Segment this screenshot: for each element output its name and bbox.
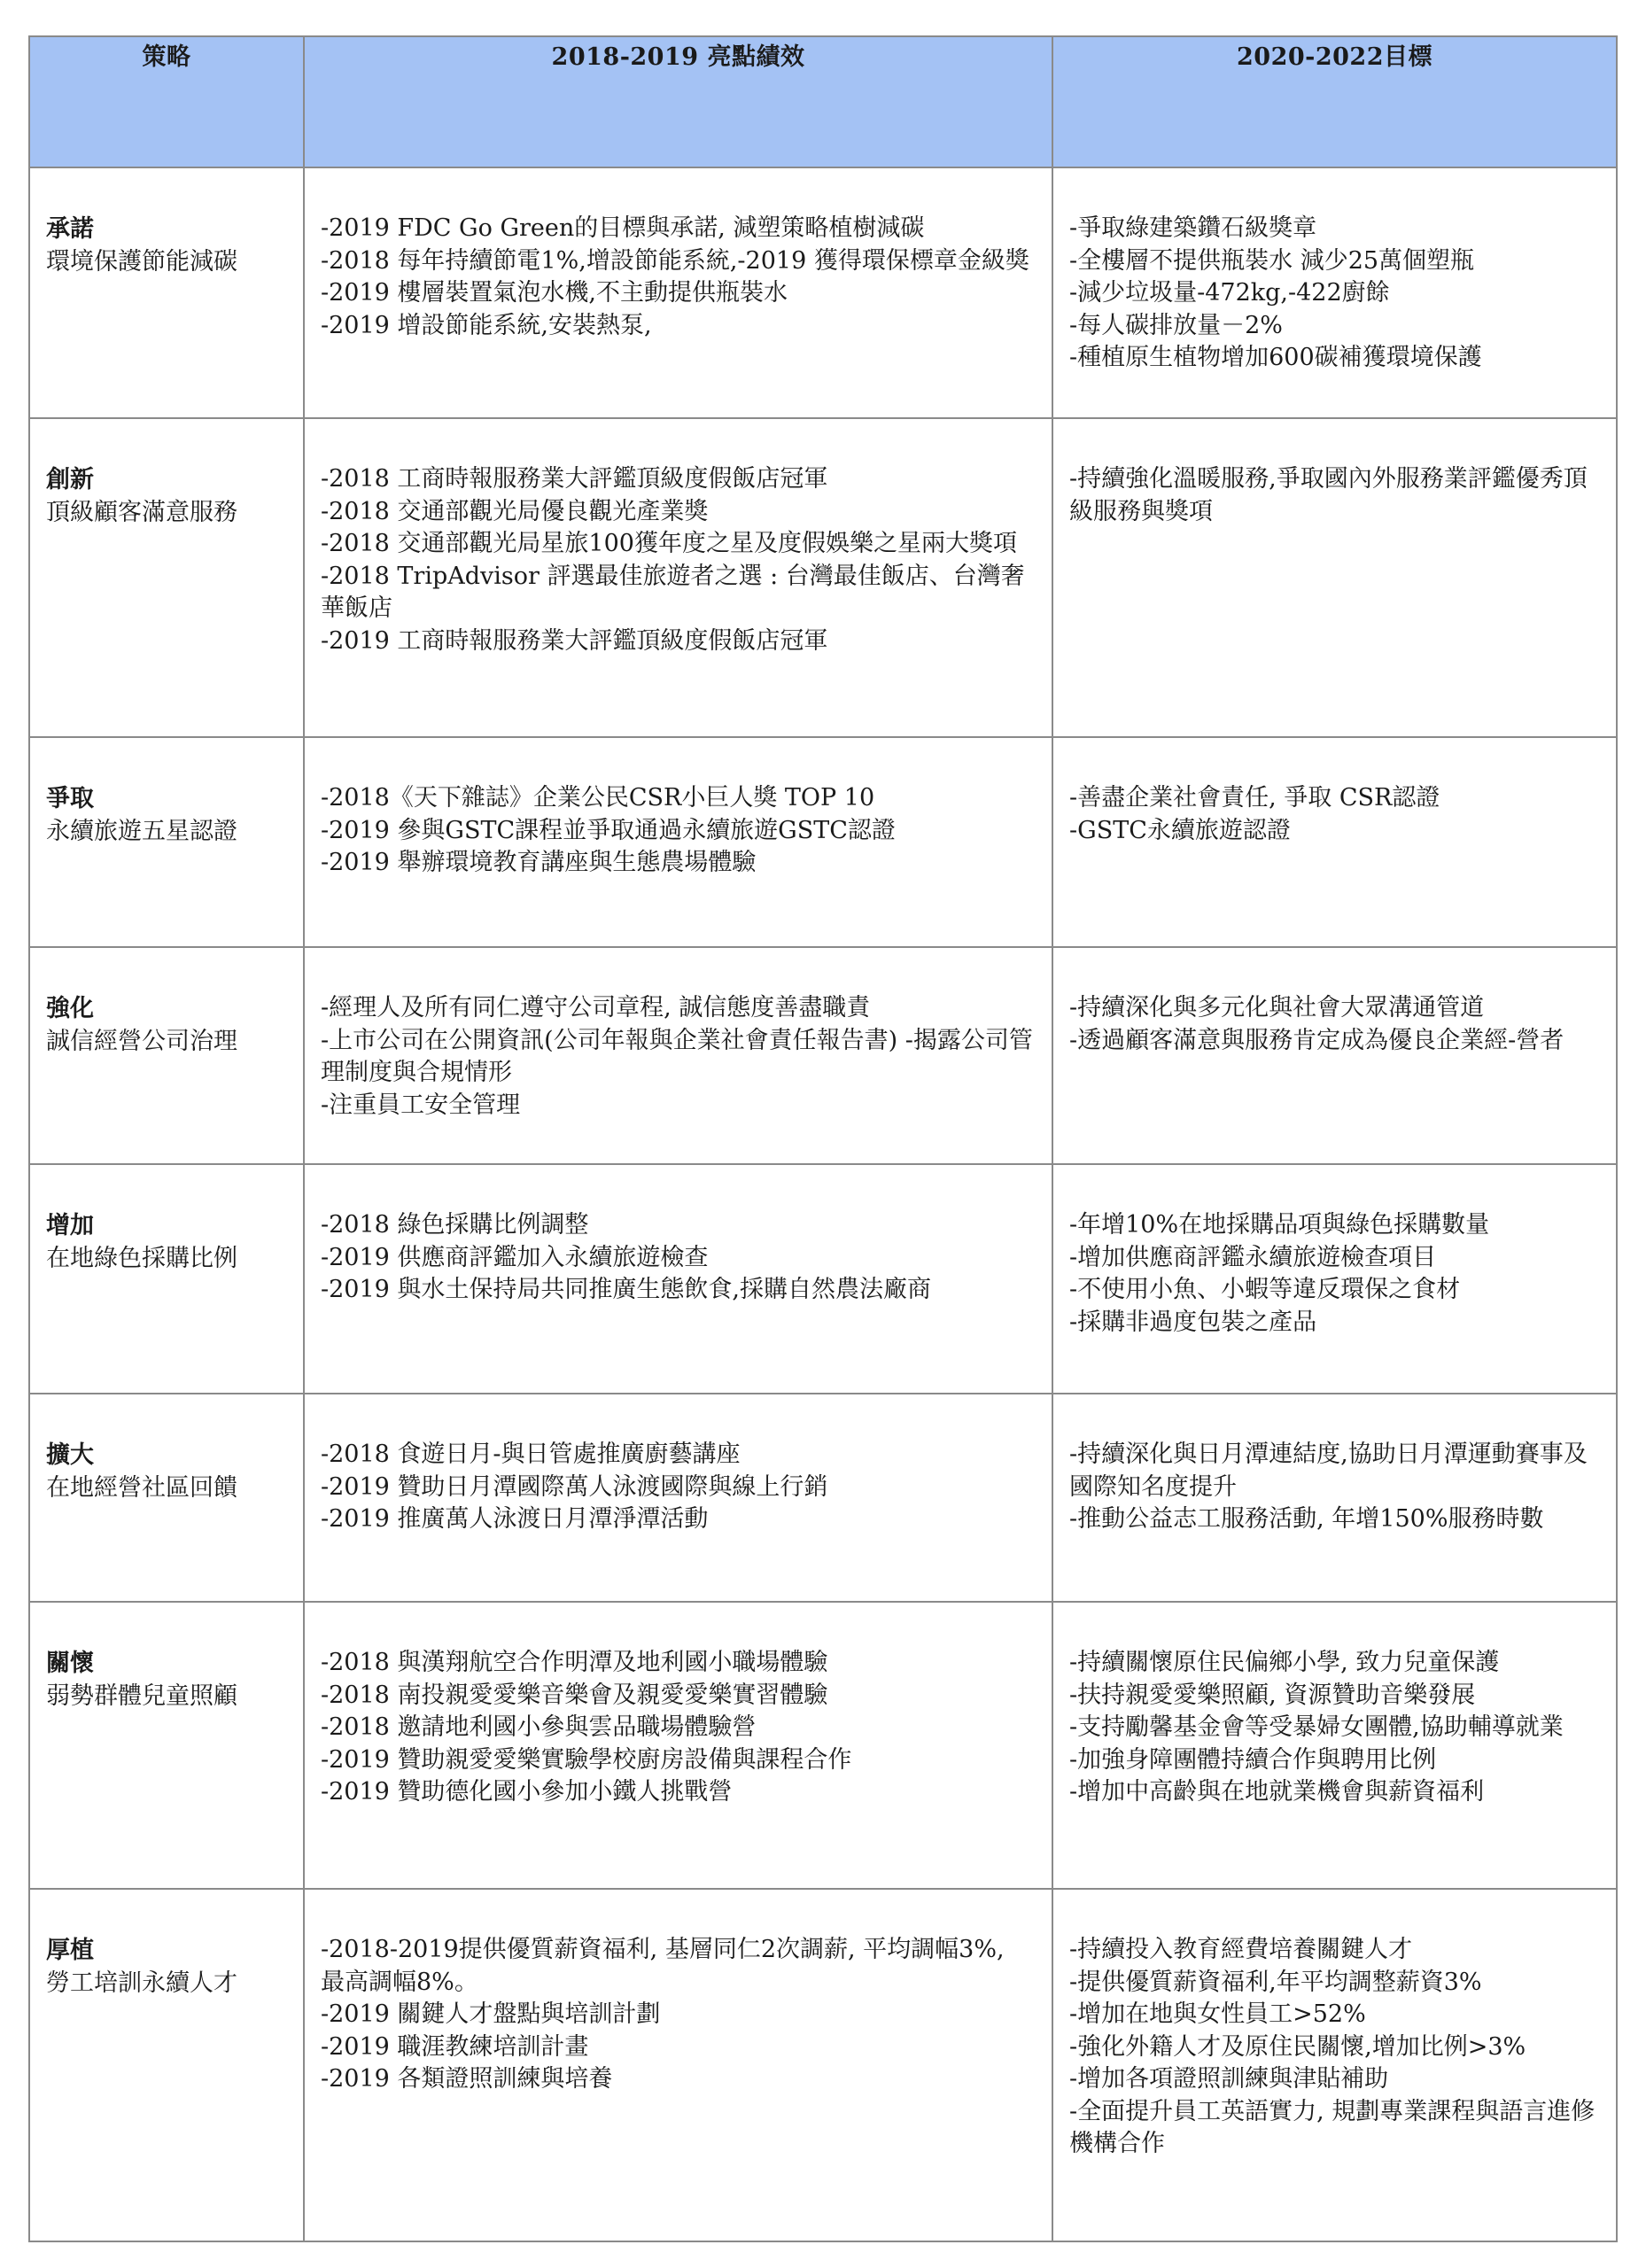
strategy-title: 承諾 [46, 215, 94, 243]
highlights-cell [304, 167, 1052, 418]
targets-cell [1052, 947, 1617, 1164]
highlight-item: -2019 各類證照訓練與培養 [321, 2065, 613, 2093]
targets-cell [1052, 1889, 1617, 2241]
highlights-cell [304, 1602, 1052, 1889]
highlights-cell [304, 947, 1052, 1164]
strategy-title: 增加 [46, 1212, 94, 1239]
target-item: -推動公益志工服務活動, 年增150%服務時數 [1069, 1505, 1544, 1533]
target-item: -增加各項證照訓練與津貼補助 [1069, 2065, 1389, 2093]
target-item: -爭取綠建築鑽石級獎章 [1069, 214, 1317, 242]
target-item: -持續深化與日月潭連結度,協助日月潭運動賽事及國際知名度提升 [1069, 1441, 1588, 1501]
highlights-cell [304, 737, 1052, 947]
strategy-cell [29, 418, 304, 737]
highlight-item: -2018 與漢翔航空合作明潭及地利國小職場體驗 [321, 1649, 828, 1676]
table-row [29, 1889, 1617, 2241]
targets-cell [1052, 1164, 1617, 1394]
highlight-item: -2018 南投親愛愛樂音樂會及親愛愛樂實習體驗 [321, 1681, 828, 1709]
highlight-item: -2018 交通部觀光局星旅100獲年度之星及度假娛樂之星兩大獎項 [321, 530, 1017, 557]
highlight-item: -2019 推廣萬人泳渡日月潭淨潭活動 [321, 1505, 709, 1533]
target-item: -種植原生植物增加600碳補獲環境保護 [1069, 344, 1482, 371]
strategy-subtitle: 弱勢群體兒童照顧 [46, 1682, 237, 1710]
highlights-cell [304, 418, 1052, 737]
highlight-item: -2018 交通部觀光局優良觀光產業獎 [321, 497, 709, 525]
target-item: -全樓層不提供瓶裝水 減少25萬個塑瓶 [1069, 246, 1475, 275]
highlight-item: -2019 贊助親愛愛樂實驗學校廚房設備與課程合作 [321, 1745, 852, 1774]
highlight-item: -2018-2019提供優質薪資福利, 基層同仁2次調薪, 平均調幅3%, 最高調幅8%。 [321, 1936, 1005, 1996]
strategy-title: 擴大 [46, 1441, 94, 1469]
highlights-cell [304, 1394, 1052, 1602]
targets-cell [1052, 1394, 1617, 1602]
target-item: -加強身障團體持續合作與聘用比例 [1069, 1745, 1437, 1774]
target-item: -減少垃圾量-472kg,-422廚餘 [1069, 279, 1390, 307]
target-item: -增加在地與女性員工>52% [1069, 2000, 1366, 2028]
target-item: -透過顧客滿意與服務肯定成為優良企業經-營者 [1069, 1026, 1564, 1054]
target-item: -持續強化溫暖服務,爭取國內外服務業評鑑優秀頂級服務與獎項 [1069, 465, 1588, 525]
target-item: -增加中高齡與在地就業機會與薪資福利 [1069, 1778, 1485, 1806]
target-item: -持續深化與多元化與社會大眾溝通管道 [1069, 994, 1485, 1021]
highlight-item: -上市公司在公開資訊(公司年報與企業社會責任報告書) -揭露公司管理制度與合規情形 [321, 1026, 1033, 1086]
strategy-subtitle: 頂級顧客滿意服務 [46, 499, 237, 526]
target-item: -提供優質薪資福利,年平均調整薪資3% [1069, 1968, 1482, 1996]
strategy-cell [29, 1394, 304, 1602]
target-item: -支持勵馨基金會等受暴婦女團體,協助輔導就業 [1069, 1713, 1564, 1741]
target-item: -全面提升員工英語實力, 規劃專業課程與語言進修機構合作 [1069, 2097, 1596, 2157]
highlight-item: -2019 職涯教練培訓計畫 [321, 2032, 589, 2061]
strategy-cell [29, 737, 304, 947]
highlight-item: -2019 供應商評鑑加入永續旅遊檢查 [321, 1243, 709, 1271]
header-strategy: 策略 [29, 36, 304, 167]
target-item: -GSTC永續旅遊認證 [1069, 816, 1291, 844]
highlights-cell [304, 1164, 1052, 1394]
header-targets: 2020-2022目標 [1052, 36, 1617, 167]
targets-cell [1052, 737, 1617, 947]
table-row [29, 418, 1617, 737]
highlight-item: -2018 食遊日月-與日管處推廣廚藝講座 [321, 1441, 741, 1468]
target-item: -扶持親愛愛樂照顧, 資源贊助音樂發展 [1069, 1681, 1476, 1709]
table-row [29, 947, 1617, 1164]
table-body [29, 167, 1617, 2241]
highlights-cell [304, 1889, 1052, 2241]
targets-cell [1052, 167, 1617, 418]
highlight-item: -2019 舉辦環境教育講座與生態農場體驗 [321, 849, 757, 876]
highlight-item: -2019 參與GSTC課程並爭取通過永續旅遊GSTC認證 [321, 816, 896, 844]
target-item: -不使用小魚、小蝦等違反環保之食材 [1069, 1276, 1461, 1303]
strategy-table [28, 35, 1618, 2242]
highlight-item: -2018《天下雜誌》企業公民CSR小巨人獎 TOP 10 [321, 784, 875, 812]
strategy-title: 強化 [46, 995, 94, 1022]
target-item: -善盡企業社會責任, 爭取 CSR認證 [1069, 784, 1440, 812]
strategy-title: 爭取 [46, 785, 94, 812]
target-item: -持續關懷原住民偏鄉小學, 致力兒童保護 [1069, 1649, 1500, 1676]
targets-cell [1052, 1602, 1617, 1889]
table-row [29, 1602, 1617, 1889]
highlight-item: -2019 增設節能系統,安裝熱泵, [321, 311, 652, 339]
table-row [29, 1394, 1617, 1602]
highlight-item: -經理人及所有同仁遵守公司章程, 誠信態度善盡職責 [321, 994, 871, 1021]
table-header-row [29, 36, 1617, 167]
highlight-item: -2018 工商時報服務業大評鑑頂級度假飯店冠軍 [321, 465, 828, 493]
strategy-subtitle: 誠信經營公司治理 [46, 1028, 237, 1055]
target-item: -採購非過度包裝之產品 [1069, 1308, 1317, 1336]
target-item: -年增10%在地採購品項與綠色採購數量 [1069, 1211, 1490, 1239]
highlight-item: -2018 TripAdvisor 評選最佳旅遊者之選 : 台灣最佳飯店、台灣奢華飯店 [321, 562, 1025, 622]
highlight-item: -注重員工安全管理 [321, 1091, 521, 1119]
highlight-item: -2019 贊助德化國小參加小鐵人挑戰營 [321, 1778, 733, 1806]
table-row [29, 737, 1617, 947]
strategy-subtitle: 永續旅遊五星認證 [46, 818, 237, 845]
strategy-cell [29, 947, 304, 1164]
strategy-cell [29, 1602, 304, 1889]
target-item: -增加供應商評鑑永續旅遊檢查項目 [1069, 1243, 1437, 1271]
target-item: -每人碳排放量－2% [1069, 311, 1283, 339]
table-row [29, 1164, 1617, 1394]
highlight-item: -2019 樓層裝置氣泡水機,不主動提供瓶裝水 [321, 279, 788, 307]
highlight-item: -2019 工商時報服務業大評鑑頂級度假飯店冠軍 [321, 626, 828, 655]
strategy-subtitle: 勞工培訓永續人才 [46, 1969, 237, 1997]
highlight-item: -2018 邀請地利國小參與雲品職場體驗營 [321, 1713, 757, 1741]
strategy-subtitle: 在地經營社區回饋 [46, 1474, 237, 1502]
table-row [29, 167, 1617, 418]
strategy-subtitle: 在地綠色採購比例 [46, 1245, 237, 1272]
highlight-item: -2019 關鍵人才盤點與培訓計劃 [321, 2000, 661, 2028]
strategy-cell [29, 1164, 304, 1394]
strategy-cell [29, 1889, 304, 2241]
target-item: -持續投入教育經費培養關鍵人才 [1069, 1936, 1413, 1963]
strategy-subtitle: 環境保護節能減碳 [46, 248, 237, 276]
highlight-item: -2018 每年持續節電1%,增設節能系統,-2019 獲得環保標章金級獎 [321, 246, 1029, 275]
strategy-cell [29, 167, 304, 418]
strategy-title: 創新 [46, 466, 94, 493]
header-highlights: 2018-2019 亮點績效 [304, 36, 1052, 167]
strategy-title: 關懷 [46, 1650, 94, 1677]
highlight-item: -2019 贊助日月潭國際萬人泳渡國際與線上行銷 [321, 1472, 828, 1501]
target-item: -強化外籍人才及原住民關懷,增加比例>3% [1069, 2032, 1526, 2061]
highlight-item: -2019 FDC Go Green的目標與承諾, 減塑策略植樹減碳 [321, 214, 925, 242]
highlight-item: -2019 與水土保持局共同推廣生態飲食,採購自然農法廠商 [321, 1276, 931, 1303]
highlight-item: -2018 綠色採購比例調整 [321, 1211, 589, 1239]
targets-cell [1052, 418, 1617, 737]
strategy-title: 厚植 [46, 1937, 94, 1964]
